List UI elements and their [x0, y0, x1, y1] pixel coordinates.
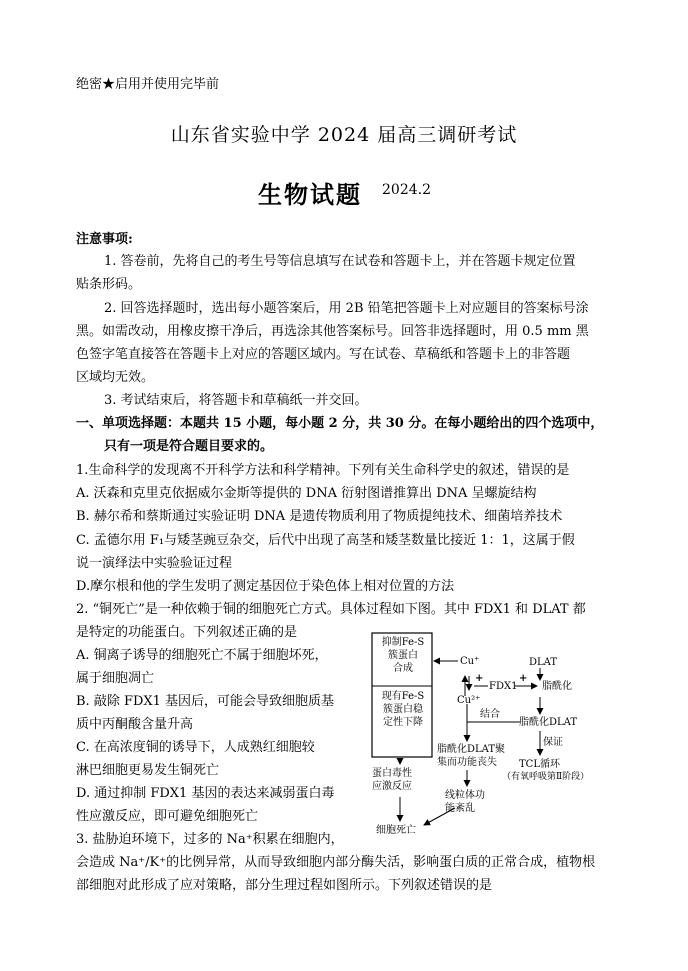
notice-item-2: 2. 回答选择题时，选出每小题答案后，用 2B 铅笔把答题卡上对应题目的答案标号涂: [104, 301, 589, 316]
cu-plus-label: Cu⁺: [460, 656, 480, 667]
plus-sign: +: [475, 673, 484, 684]
guarantee-label: 保证: [543, 737, 563, 748]
tcl-label: TCL循环: [519, 759, 560, 770]
notice-heading: 注意事项:: [76, 232, 133, 247]
q1-option-a: A. 沃森和克里克依据威尔金斯等提供的 DNA 衍射图谱推算出 DNA 呈螺旋结构: [76, 486, 537, 501]
toxic-label: 蛋白毒性 应激反应: [372, 768, 412, 792]
q2-option-c: C. 在高浓度铜的诱导下，人成熟红细胞较: [76, 740, 315, 755]
q2-option-d: D. 通过抑制 FDX1 基因的表达来减弱蛋白毒: [76, 786, 335, 801]
q2-option-b-cont: 质中丙酮酸含量升高: [76, 717, 194, 732]
section-heading-cont: 只有一项是符合题目要求的。: [104, 439, 274, 454]
top-secret-note: 绝密★启用并使用完毕前: [76, 77, 220, 92]
exam-date: 2024.2: [382, 182, 431, 198]
q2-option-b: B. 敲除 FDX1 基因后，可能会导致细胞质基: [76, 694, 335, 709]
lipoylation-label: 脂酰化: [542, 681, 572, 692]
fdx1-label: FDX1: [489, 681, 518, 692]
cu-2plus-label: Cu²⁺: [457, 695, 481, 706]
notice-item-1: 1. 答卷前，先将自己的考生号等信息填写在试卷和答题卡上，并在答题卡规定位置: [104, 254, 576, 269]
notice-item-1-cont: 贴条形码。: [76, 277, 142, 292]
q2-option-a-cont: 属于细胞凋亡: [76, 671, 155, 686]
q1-option-b: B. 赫尔希和蔡斯通过实验证明 DNA 是遗传物质利用了物质提纯技术、细菌培养技术: [76, 509, 563, 524]
q3-stem: 3. 盐胁迫环境下，过多的 Na⁺积累在细胞内，: [76, 832, 344, 847]
dlat-label: DLAT: [529, 657, 558, 668]
cell-death-label: 细胞死亡: [376, 825, 416, 836]
subject-title: 生物试题: [258, 180, 362, 209]
q1-option-d: D.摩尔根和他的学生发明了测定基因位于染色体上相对位置的方法: [76, 579, 455, 594]
tcl-note: （有氧呼吸第Ⅱ阶段）: [502, 772, 590, 782]
box-top-label: 抑制Fe-S 簇蛋白 合成: [381, 637, 425, 674]
notice-item-2-cont: 黑。如需改动，用橡皮擦干净后，再选涂其他答案标号。回答非选择题时，用 0.5 mm 黑: [76, 324, 589, 339]
plus-sign: +: [519, 673, 528, 684]
bind-label: 结合: [480, 709, 500, 720]
exam-title: 山东省实验中学 2024 届高三调研考试: [170, 124, 518, 146]
notice-item-2-cont: 区域均无效。: [76, 370, 155, 385]
q2-option-a: A. 铜离子诱导的细胞死亡不属于细胞坏死，: [76, 648, 328, 663]
notice-item-2-cont: 色签字笔直接答在答题卡上对应的答题区域内。写在试卷、草稿纸和答题卡上的非答题: [76, 347, 571, 362]
mito-label: 线粒体功 能紊乱: [445, 790, 485, 814]
q2-stem-cont: 是特定的功能蛋白。下列叙述正确的是: [76, 625, 298, 640]
q3-stem-cont: 部细胞对此形成了应对策略，部分生理过程如图所示。下列叙述错误的是: [76, 878, 493, 893]
q1-stem: 1.生命科学的发现离不开科学方法和科学精神。下列有关生命科学史的叙述，错误的是: [76, 463, 570, 478]
box-bottom-label: 现有Fe-S 簇蛋白稳 定性下降: [381, 691, 425, 728]
q2-option-d-cont: 性应激反应，即可避免细胞死亡: [76, 809, 259, 824]
aggregate-label: 脂酰化DLAT聚 集而功能丧失: [437, 744, 506, 768]
notice-item-3: 3. 考试结束后，将答题卡和草稿纸一并交回。: [104, 393, 368, 408]
section-heading: 一、单项选择题：本题共 15 小题，每小题 2 分，共 30 分。在每小题给出的四个选项中，: [76, 416, 604, 431]
q2-option-c-cont: 淋巴细胞更易发生铜死亡: [76, 763, 220, 778]
lipoyl-dlat-label: 脂酰化DLAT: [519, 717, 578, 728]
q3-stem-cont: 会造成 Na⁺/K⁺的比例异常，从而导致细胞内部分酶失活，影响蛋白质的正常合成，植物根: [76, 855, 596, 870]
q1-option-c-cont: 说一演绎法中实验验证过程: [76, 556, 233, 571]
q1-option-c: C. 孟德尔用 F₁与矮茎豌豆杂交，后代中出现了高茎和矮茎数量比接近 1：1，这属于假: [76, 533, 575, 548]
q2-stem: 2. “铜死亡”是一种依赖于铜的细胞死亡方式。具体过程如下图。其中 FDX1 和 DLAT 都: [76, 602, 586, 617]
